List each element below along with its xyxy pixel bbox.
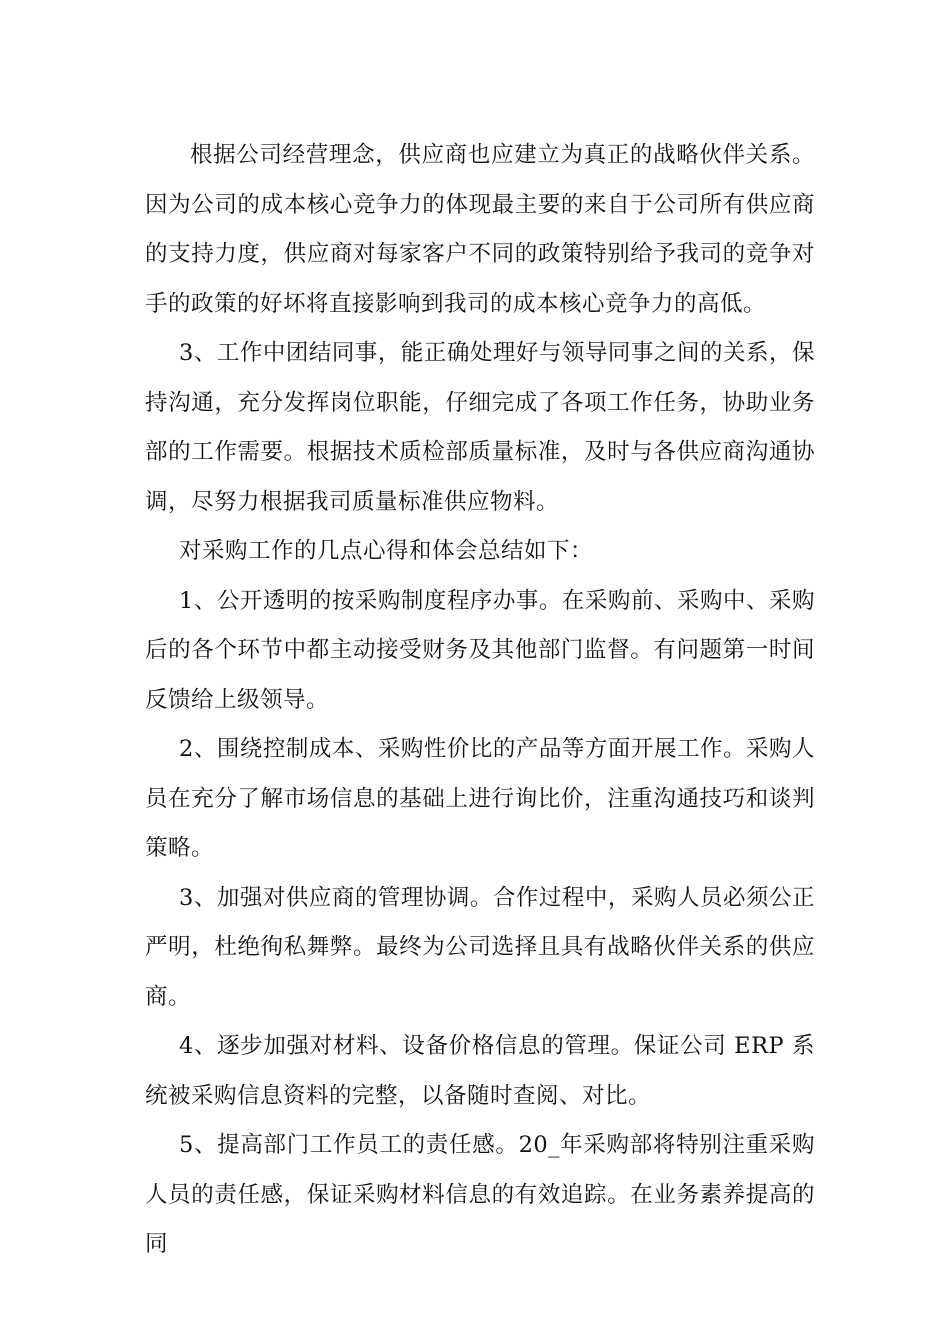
paragraph-teamwork: 3、工作中团结同事，能正确处理好与领导同事之间的关系，保持沟通，充分发挥岗位职能，仔细完成了各项工作任务，协助业务部的工作需要。根据技术质检部质量标准，及时与各供应商沟通协调，尽努力根据我司质量标准供应物料。 bbox=[145, 340, 815, 515]
paragraph-item-4: 4、逐步加强对材料、设备价格信息的管理。保证公司 ERP 系统被采购信息资料的完整，以备随时查阅、对比。 bbox=[145, 1033, 815, 1109]
paragraph-summary-intro: 对采购工作的几点心得和体会总结如下： bbox=[179, 538, 594, 564]
paragraph-item-1: 1、公开透明的按采购制度程序办事。在采购前、采购中、采购后的各个环节中都主动接受财务及其他部门监督。有问题第一时间反馈给上级领导。 bbox=[145, 587, 815, 713]
paragraph-item-5: 5、提高部门工作员工的责任感。20_年采购部将特别注重采购人员的责任感，保证采购材料信息的有效追踪。在业务素养提高的同 bbox=[145, 1132, 815, 1257]
paragraph-item-3: 3、加强对供应商的管理协调。合作过程中，采购人员必须公正严明，杜绝徇私舞弊。最终为公司选择且具有战略伙伴关系的供应商。 bbox=[145, 884, 815, 1010]
document-body bbox=[145, 131, 815, 1270]
paragraph-strategic-partnership: 根据公司经营理念，供应商也应建立为真正的战略伙伴关系。因为公司的成本核心竞争力的体现最主要的来自于公司所有供应商的支持力度，供应商对每家客户不同的政策特别给予我司的竞争对手的政策的好坏将直接影响到我司的成本核心竞争力的高低。 bbox=[145, 142, 815, 317]
paragraph-item-2: 2、围绕控制成本、采购性价比的产品等方面开展工作。采购人员在充分了解市场信息的基础上进行询比价，注重沟通技巧和谈判策略。 bbox=[145, 736, 815, 861]
